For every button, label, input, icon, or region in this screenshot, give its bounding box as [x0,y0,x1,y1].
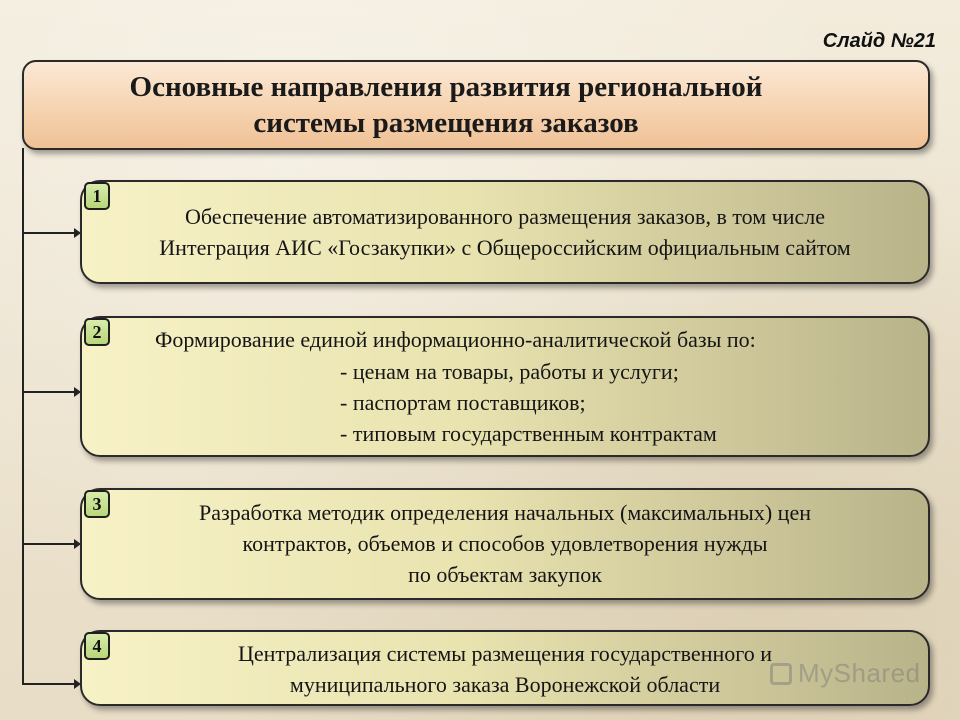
item-number-badge-2: 2 [84,318,110,346]
item-text-3 [84,497,926,590]
item-1-line-1: Обеспечение автоматизированного размещения заказов, в том числе [185,204,825,229]
watermark-text: MyShared [798,658,921,688]
diagram-title [36,69,856,141]
item-number-badge-3: 3 [84,490,110,518]
item-4-line-1: Централизация системы размещения государственного и [238,641,772,666]
item-2-bullets [340,356,717,449]
item-3-line-2: контрактов, объемов и способов удовлетворения нужды [242,531,768,556]
title-line-1: Основные направления развития региональной [129,71,763,103]
item-2-bullet-2: - паспортам поставщиков; [340,390,586,415]
item-4-line-2: муниципального заказа Воронежской области [289,672,721,697]
watermark [770,658,921,689]
item-2-bullet-1: - ценам на товары, работы и услуги; [340,359,679,384]
item-3-line-1: Разработка методик определения начальных (максимальных) цен [199,500,811,525]
arrow-to-item-4 [23,683,79,685]
slide-number-label: Слайд №21 [822,30,936,52]
arrow-to-item-2 [23,391,79,393]
arrow-to-item-3 [23,543,79,545]
vertical-connector [22,148,24,685]
title-line-2: системы размещения заказов [253,107,639,139]
item-2-heading: Формирование единой информационно-аналитической базы по: [155,327,756,352]
watermark-logo-icon [770,663,792,685]
item-text-1 [84,201,926,263]
item-number-badge-4: 4 [84,632,110,660]
arrow-to-item-1 [23,232,79,234]
item-1-line-2: Интеграция АИС «Госзакупки» с Общероссийским официальным сайтом [159,235,851,260]
item-3-line-3: по объектам закупок [408,562,602,587]
item-2-bullet-3: - типовым государственным контрактам [340,421,717,446]
title-box [22,60,930,150]
item-number-badge-1: 1 [84,182,110,210]
